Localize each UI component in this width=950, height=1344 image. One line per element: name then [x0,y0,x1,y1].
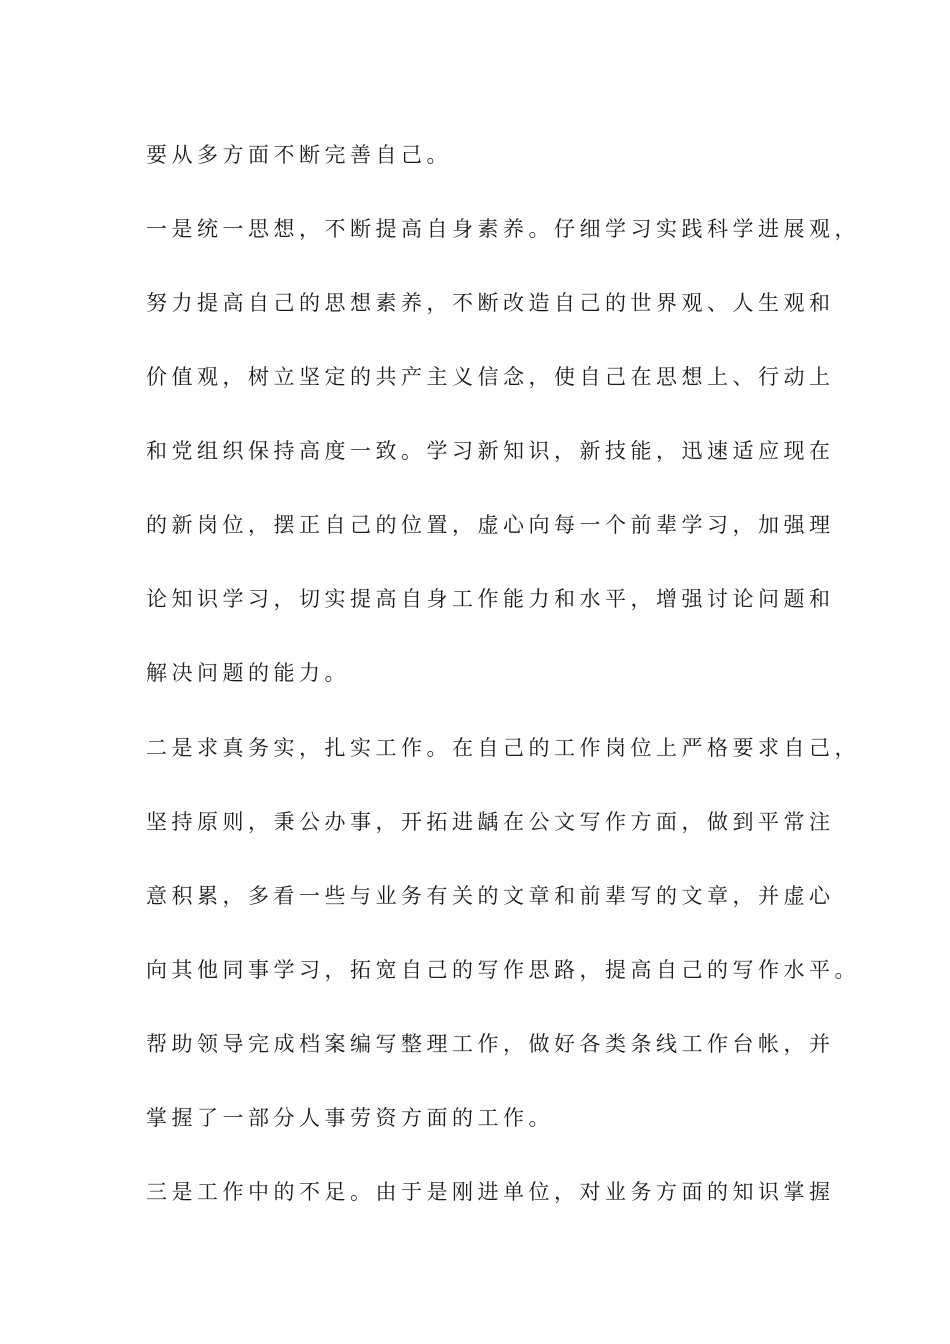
text-line-4: 价值观，树立坚定的共产主义信念，使自己在思想上、行动上 [146,365,835,389]
text-line-12: 向其他同事学习，拓宽自己的写作思路，提高自己的写作水平。 [146,958,860,982]
text-line-13: 帮助领导完成档案编写整理工作，做好各类条线工作台帐，并 [146,1032,835,1056]
text-line-15: 三是工作中的不足。由于是刚进单位，对业务方面的知识掌握 [146,1180,835,1204]
text-line-11: 意积累，多看一些与业务有关的文章和前辈写的文章，并虚心 [146,884,835,908]
text-line-10: 坚持原则，秉公办事，开拓进龋在公文写作方面，做到平常注 [146,810,835,834]
text-line-5: 和党组织保持高度一致。学习新知识，新技能，迅速适应现在 [146,439,835,463]
text-line-6: 的新岗位，摆正自己的位置，虚心向每一个前辈学习，加强理 [146,513,835,537]
text-line-7: 论知识学习，切实提高自身工作能力和水平，增强讨论问题和 [146,587,835,611]
text-line-14: 掌握了一部分人事劳资方面的工作。 [146,1106,554,1130]
text-line-3: 努力提高自己的思想素养，不断改造自己的世界观、人生观和 [146,291,835,315]
text-line-1: 要从多方面不断完善自己。 [146,143,452,167]
text-line-2: 一是统一思想，不断提高自身素养。仔细学习实践科学进展观， [146,217,860,241]
text-line-8: 解决问题的能力。 [146,661,350,685]
text-line-9: 二是求真务实，扎实工作。在自己的工作岗位上严格要求自己， [146,736,860,760]
